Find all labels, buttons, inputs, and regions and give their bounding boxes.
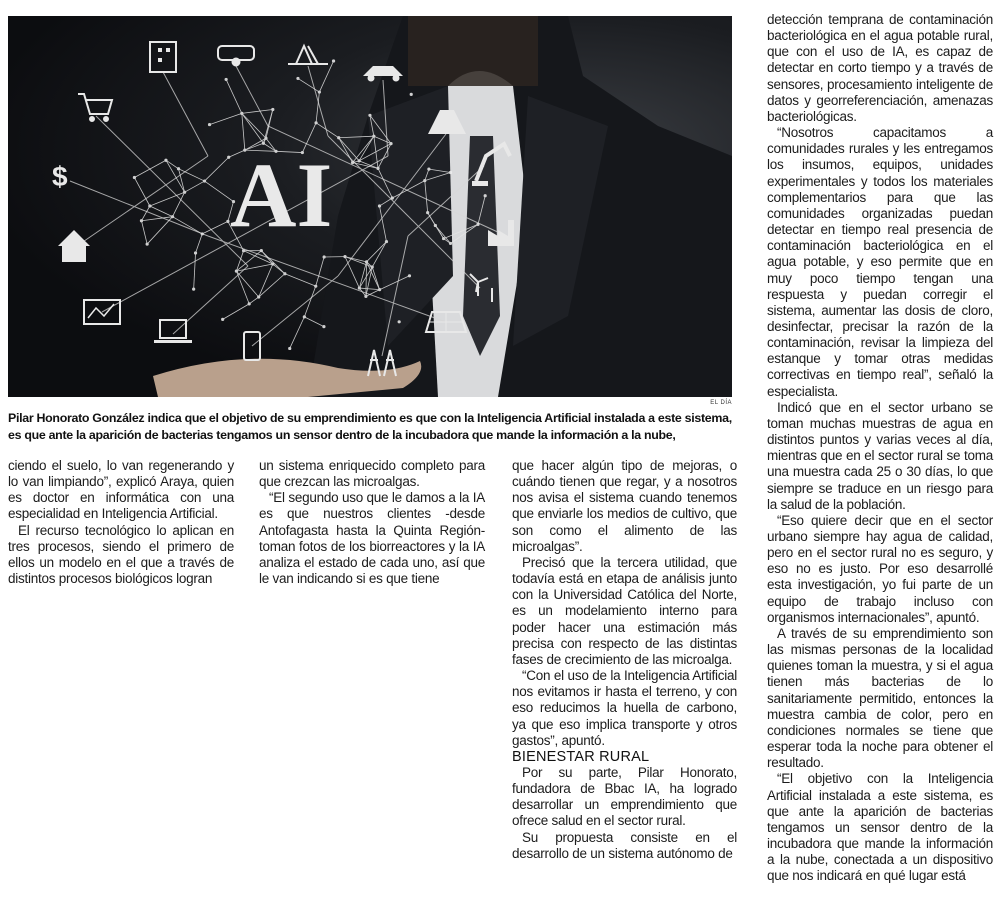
paragraph: “El objetivo con la Inteligencia Artificial instalada a este sistema, es que ante la aparición de bacterias tengamos un sensor dentro de la incubadora que mande la información a la nube, conectada a un dispositivo que nos indicará en qué lugar está [767,771,993,884]
paragraph: “Eso quiere decir que en el sector urbano siempre hay agua de calidad, pero en el sector rural no es seguro, y eso no es justo. Por eso desarrollé esta investigación, yo fui parte de un equipo de trabajo incluso con organismos internacionales”, apuntó. [767,512,993,625]
article-column-3 [512,458,737,862]
svg-text:$: $ [52,161,68,192]
cart-icon [78,94,112,122]
paragraph: ciendo el suelo, lo van regenerando y lo van limpiando”, explicó Araya, quien es doctor en informática con una especialidad en Inteligencia Artificial. [8,458,234,522]
paragraph: “Nosotros capacitamos a comunidades rurales y les entregamos los insumos, equipos, unidades experimentales y todos los materiales complementarios para que las comunidades organizadas puedan detectar en tiempo real presencia de contaminación bacteriológica en el agua potable, y eso permite que en muy poco tiempo tengan una respuesta y puedan corregir el sistema, aumentar las dosis de cloro, desinfectar, precisar la razón de la contaminación, revisar la limpieza del estanque y tomar otras medidas correctivas en tiempo real”, señaló la especialista. [767,125,993,399]
house-icon [58,230,90,262]
article-column-4 [767,12,993,884]
paragraph: A través de su emprendimiento son las mismas personas de la localidad quienes toman la muestra, y si el agua tienen más bacterias de lo sanitariamente permitido, entonces la muestra cambia de color, pero en condiciones normales se tiene que esperar toda la noche para obtener el resultado. [767,625,993,771]
paragraph: El recurso tecnológico lo aplican en tres procesos, siendo el primero de ellos un modelo en el que a través de distintos procesos biológicos logran [8,522,234,587]
article-column-1 [8,458,234,587]
camera-icon [218,46,254,66]
paragraph: que hacer algún tipo de mejoras, o cuándo tienen que regar, y a nosotros nos avisa el sistema cuando tenemos que enviarle los medios de cultivo, que son como el alimento de las microalgas”. [512,458,737,554]
dollar-icon [52,161,68,192]
paragraph: Indicó que en el sector urbano se toman muchas muestras de agua en distintos puntos y varias veces al día, mientras que en el sector rural se toma una muestra cada 25 o 30 días, lo que siempre se traduce en un riesgo para la salud de la población. [767,399,993,512]
section-heading: BIENESTAR RURAL [512,748,650,765]
bridge-icon [288,46,328,64]
photo-caption: Pilar Honorato González indica que el objetivo de su emprendimiento es que con la Inteligencia Artificial instalada a este sistema, es que ante la aparición de bacterias tengamos un sensor dentro de la incubadora que mande la información a la nube, [8,411,732,442]
paragraph: Su propuesta consiste en el desarrollo de un sistema autónomo de [512,829,737,861]
building-icon [150,42,176,72]
photo-credit: EL DÍA [710,400,732,406]
paragraph: Precisó que la tercera utilidad, que todavía está en etapa de análisis junto con la Universidad Católica del Norte, es un modelamiento interno para poder hacer una estimación más precisa con respecto de las distintas fases de crecimiento de las microalga. [512,554,737,667]
ai-text: AI [230,144,333,246]
paragraph: un sistema enriquecido completo para que crezcan las microalgas. [259,458,485,490]
paragraph: detección temprana de contaminación bacteriológica en el agua potable rural, que con el uso de IA, es capaz de detectar en corto tiempo y a través de sensores, procesamiento inteligente de datos y georreferenciación, amenazas bacteriológicas. [767,12,993,124]
article-column-2 [259,458,485,587]
laptop-icon [154,320,192,343]
paragraph: “El segundo uso que le damos a la IA es que nuestros clientes -desde Antofagasta hasta la Quinta Región- toman fotos de los biorreactores y la IA analiza el estado de cada uno, así que le van indicando si es que tiene [259,490,485,587]
paragraph: “Con el uso de la Inteligencia Artificial nos evitamos ir hasta el terreno, y con eso reducimos la huella de carbono, ya que eso implica transporte y otros gastos”, apuntó. [512,668,737,748]
ai-illustration [8,16,732,397]
article-photo [8,16,732,397]
paragraph: Por su parte, Pilar Honorato, fundadora de Bbac IA, ha logrado desarrollar un emprendimiento que ofrece salud en el sector rural. [512,764,737,829]
